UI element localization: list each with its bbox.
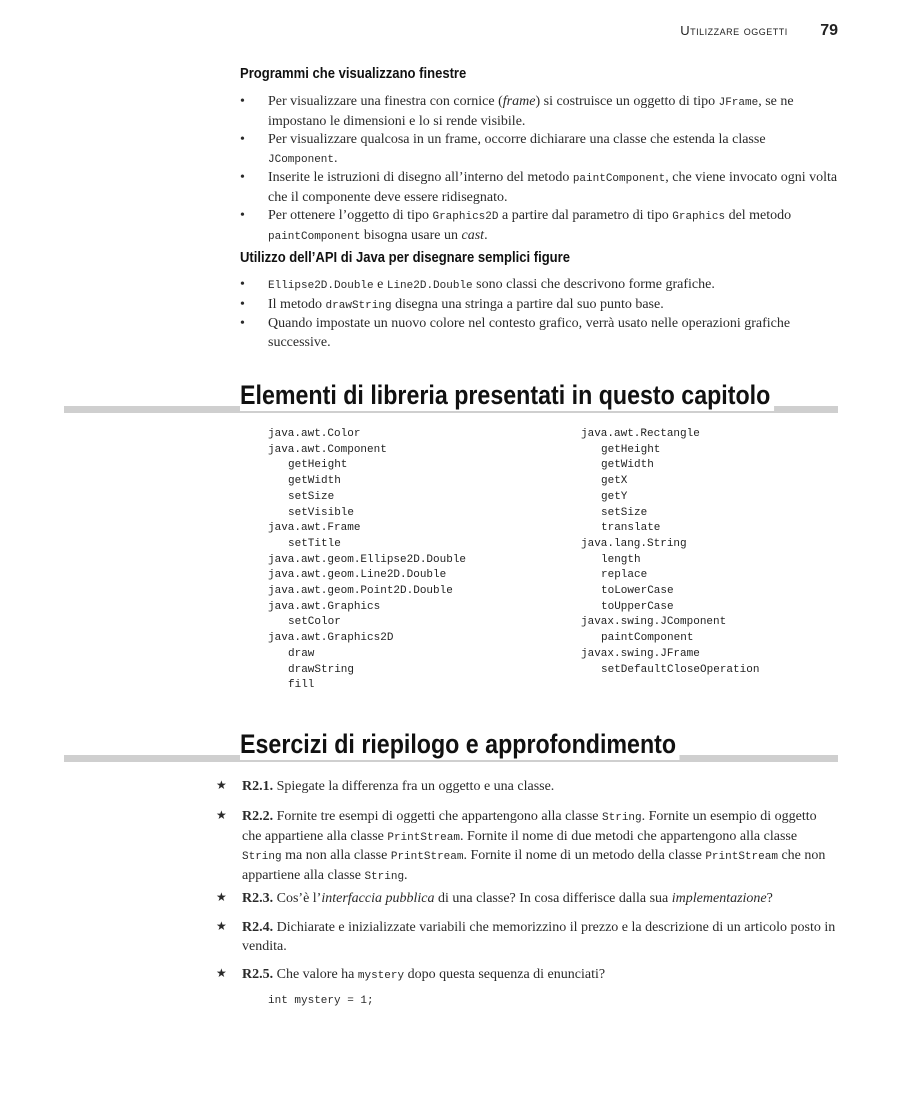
running-header: [680, 22, 838, 40]
library-class: javax.swing.JFrame: [581, 647, 700, 660]
library-class: javax.swing.JComponent: [581, 616, 727, 629]
page-number: 79: [820, 22, 838, 39]
library-member: length: [601, 553, 641, 566]
library-class: java.awt.geom.Ellipse2D.Double: [268, 553, 467, 566]
library-member: getY: [601, 490, 628, 503]
windows-bullet-list: [240, 93, 838, 246]
code-line: int mystery = 1;: [268, 995, 374, 1007]
library-member: drawString: [288, 663, 355, 676]
header-title: Utilizzare oggetti: [680, 23, 788, 38]
library-member: setVisible: [288, 506, 355, 519]
list-item: • Per visualizzare qualcosa in un frame, occorre dichiarare una classe che estenda la classe JComponent.: [240, 131, 838, 169]
library-class: java.awt.Rectangle: [581, 428, 700, 440]
exercise-r2-2: ★ R2.2. Fornite tre esempi di oggetti che appartengono alla classe String. Fornite un esempio di oggetto che appartiene alla classe PrintStream. Fornite il nome di due metodi che appartengono alla classe String ma non alla classe PrintStream. Fornite il nome di un metodo della classe PrintStream che non appartiene alla classe String.: [216, 808, 826, 883]
list-item: • Ellipse2D.Double e Line2D.Double sono classi che descrivono forme grafiche.: [240, 276, 838, 296]
library-member: paintComponent: [601, 632, 694, 645]
library-member: translate: [601, 522, 661, 535]
section-heading-windows: Programmi che visualizzano finestre: [240, 66, 467, 82]
library-class: java.lang.String: [581, 537, 687, 550]
library-member: setDefaultCloseOperation: [601, 663, 760, 676]
library-class: java.awt.Graphics2D: [268, 632, 394, 645]
library-member: getX: [601, 475, 628, 488]
library-member: getHeight: [288, 459, 348, 472]
star-icon: ★: [216, 808, 227, 822]
library-member: setColor: [288, 616, 341, 629]
list-item: • Per ottenere l’oggetto di tipo Graphics2D a partire dal parametro di tipo Graphics del metodo paintComponent bisogna usare un cast.: [240, 207, 838, 246]
exercise-r2-3: ★ R2.3. Cos’è l’interfaccia pubblica di una classe? In cosa differisce dalla sua implementazione?: [216, 890, 773, 906]
list-item: • Il metodo drawString disegna una stringa a partire dal suo punto base.: [240, 296, 838, 316]
api-bullet-list: [240, 276, 838, 352]
library-member: toUpperCase: [601, 600, 674, 613]
library-class: java.awt.Frame: [268, 522, 361, 535]
star-icon: ★: [216, 966, 227, 980]
library-member: setSize: [601, 506, 648, 519]
library-class: java.awt.geom.Line2D.Double: [268, 569, 447, 582]
library-class: java.awt.Color: [268, 428, 361, 440]
library-member: getWidth: [601, 459, 654, 472]
library-member: setTitle: [288, 537, 341, 550]
exercise-r2-4: ★ R2.4. Dichiarate e inizializzate variabili che memorizzino il prezzo e la descrizione di un articolo posto in vendita.: [216, 919, 836, 954]
exercise-r2-1: ★ R2.1. Spiegate la differenza fra un oggetto e una classe.: [216, 778, 555, 794]
list-item: • Per visualizzare una finestra con cornice (frame) si costruisce un oggetto di tipo JFrame, se ne impostano le dimensioni e lo si rende visibile.: [240, 93, 838, 131]
list-item: • Inserite le istruzioni di disegno all’interno del metodo paintComponent, che viene invocato ogni volta che il componente deve essere ridisegnato.: [240, 169, 838, 207]
library-member: toLowerCase: [601, 585, 674, 598]
library-member: replace: [601, 569, 648, 582]
library-class: java.awt.Component: [268, 443, 387, 456]
library-class: java.awt.Graphics: [268, 600, 381, 613]
library-left-column: [268, 427, 466, 694]
library-heading: Elementi di libreria presentati in questo capitolo: [240, 380, 774, 411]
library-right-column: [581, 427, 759, 678]
exercise-r2-5: ★ R2.5. Che valore ha mystery dopo questa sequenza di enunciati?: [216, 966, 606, 982]
star-icon: ★: [216, 890, 227, 904]
library-member: getHeight: [601, 443, 661, 456]
star-icon: ★: [216, 778, 227, 792]
star-icon: ★: [216, 919, 227, 933]
library-class: java.awt.geom.Point2D.Double: [268, 585, 453, 598]
library-member: getWidth: [288, 475, 341, 488]
list-item: • Quando impostate un nuovo colore nel contesto grafico, verrà usato nelle operazioni grafiche successive.: [240, 315, 838, 352]
library-member: draw: [288, 647, 315, 660]
exercises-heading: Esercizi di riepilogo e approfondimento: [240, 729, 680, 760]
library-member: setSize: [288, 490, 335, 503]
section-heading-api: Utilizzo dell’API di Java per disegnare semplici figure: [240, 250, 570, 266]
library-member: fill: [288, 679, 315, 692]
